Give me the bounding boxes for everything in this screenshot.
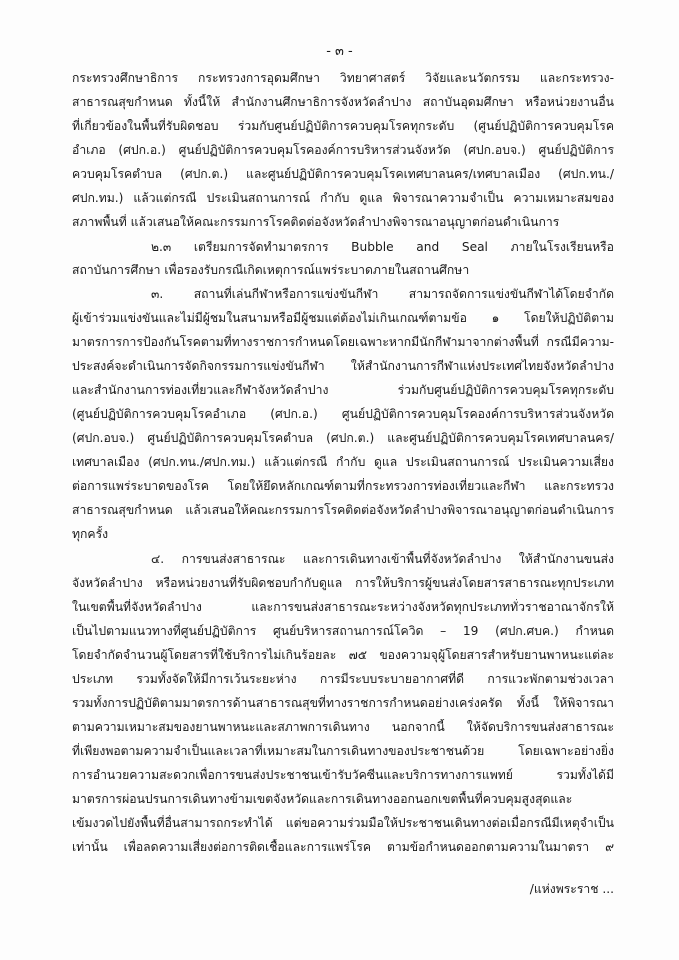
text-line: กระทรวงศึกษาธิการ กระทรวงการอุดมศึกษา วิทยาศาสตร์ วิจัยและนวัตกรรม และกระทรวง- [72,71,614,85]
text-line: ๒.๓ เตรียมการจัดทำมาตรการ Bubble and Seal ภายในโรงเรียนหรือ [151,240,614,254]
text-line: ควบคุมโรคตำบล (ศปก.ต.) และศูนย์ปฏิบัติการควบคุมโรคเทศบาลนคร/เทศบาลเมือง (ศปก.ทน./ [72,167,614,181]
text-line: ผู้เข้าร่วมแข่งขันและไม่มีผู้ชมในสนามหรือมีผู้ชมแต่ต้องไม่เกินเกณฑ์ตามข้อ ๑ โดยให้ปฏิบัติตาม [72,311,614,325]
text-line: ประสงค์จะดำเนินการจัดกิจกรรมการแข่งขันกีฬา ให้สำนักงานการกีฬาแห่งประเทศไทยจังหวัดลำปาง [72,359,614,373]
text-line: ทุกครั้ง [72,527,109,541]
text-line: สถาบันการศึกษา เพื่อรองรับกรณีเกิดเหตุการณ์แพร่ระบาดภายในสถานศึกษา [72,263,470,277]
text-line: เท่านั้น เพื่อลดความเสี่ยงต่อการติดเชื้อและการแพร่โรค ตามข้อกำหนดออกตามความในมาตรา ๙ [72,840,614,854]
text-line: การอำนวยความสะดวกเพื่อการขนส่งประชาชนเข้ารับวัคซีนและบริการทางการแพทย์ รวมทั้งได้มี [72,768,614,782]
text-line: (ศูนย์ปฏิบัติการควบคุมโรคอำเภอ (ศปก.อ.) ศูนย์ปฏิบัติการควบคุมโรคองค์การบริหารส่วนจังหวัด [72,407,614,421]
text-line: จังหวัดลำปาง หรือหน่วยงานที่รับผิดชอบกำกับดูแล การให้บริการผู้ขนส่งโดยสารสาธารณะทุกประเภท [72,576,614,590]
text-line: โดยจำกัดจำนวนผู้โดยสารที่ใช้บริการไม่เกินร้อยละ ๗๕ ของความจุผู้โดยสารสำหรับยานพาหนะแต่ละ [72,648,614,662]
text-line: ตามความเหมาะสมของยานพาหนะและสภาพการเดินทาง นอกจากนี้ ให้จัดบริการขนส่งสาธารณะ [72,720,614,734]
text-line: มาตรการผ่อนปรนการเดินทางข้ามเขตจังหวัดและการเดินทางออกนอกเขตพื้นที่ควบคุมสูงสุดและ [72,792,573,806]
text-line: ในเขตพื้นที่จังหวัดลำปาง และการขนส่งสาธารณะระหว่างจังหวัดทุกประเภททั่วราชอาณาจักรให้ [72,600,614,614]
page-number: - ๓ - [326,44,353,59]
text-line: (ศปก.อบจ.) ศูนย์ปฏิบัติการควบคุมโรคตำบล (ศปก.ต.) และศูนย์ปฏิบัติการควบคุมโรคเทศบาลนคร/ [72,431,614,445]
text-line: ๔. การขนส่งสาธารณะ และการเดินทางเข้าพื้นที่จังหวัดลำปาง ให้สำนักงานขนส่ง [151,552,614,566]
text-line: สภาพพื้นที่ แล้วเสนอให้คณะกรรมการโรคติดต่อจังหวัดลำปางพิจารณาอนุญาตก่อนดำเนินการ [72,215,560,229]
text-line: เข้มงวดไปยังพื้นที่อื่นสามารถกระทำได้ แต่ขอความร่วมมือให้ประชาชนเดินทางต่อเมื่อกรณีมีเหตุจำเป็น [72,816,614,830]
text-line: รวมทั้งการปฏิบัติตามมาตรการด้านสาธารณสุขที่ทางราชการกำหนดอย่างเคร่งครัด ทั้งนี้ ให้พิจารณา [72,696,614,710]
text-line: สาธารณสุขกำหนด ทั้งนี้ให้ สำนักงานศึกษาธิการจังหวัดลำปาง สถาบันอุดมศึกษา หรือหน่วยงานอื่น [72,95,614,109]
text-line: และสำนักงานการท่องเที่ยวและกีฬาจังหวัดลำปาง ร่วมกับศูนย์ปฏิบัติการควบคุมโรคทุกระดับ [72,383,614,397]
text-line: ที่เกี่ยวข้องในพื้นที่รับผิดชอบ ร่วมกับศูนย์ปฏิบัติการควบคุมโรคทุกระดับ (ศูนย์ปฏิบัติการควบคุมโรค [72,119,614,133]
text-line: อำเภอ (ศปก.อ.) ศูนย์ปฏิบัติการควบคุมโรคองค์การบริหารส่วนจังหวัด (ศปก.อบจ.) ศูนย์ปฏิบัติการ [72,143,614,157]
text-line: ที่เพียงพอตามความจำเป็นและเวลาที่เหมาะสมในการเดินทางของประชาชนด้วย โดยเฉพาะอย่างยิ่ง [72,744,614,758]
text-line: สาธารณสุขกำหนด แล้วเสนอให้คณะกรรมการโรคติดต่อจังหวัดลำปางพิจารณาอนุญาตก่อนดำเนินการ [72,503,614,517]
text-line: ศปก.ทม.) แล้วแต่กรณี ประเมินสถานการณ์ กำกับ ดูแล พิจารณาความจำเป็น ความเหมาะสมของ [72,191,614,205]
continuation-footer: /แห่งพระราช ... [529,882,614,896]
text-line: มาตรการการป้องกันโรคตามที่ทางราชการกำหนดโดยเฉพาะหากมีนักกีฬามาจากต่างพื้นที่ กรณีมีความ- [72,335,614,349]
text-line: เป็นไปตามแนวทางที่ศูนย์ปฏิบัติการ ศูนย์บริหารสถานการณ์โควิด – 19 (ศปก.ศบค.) กำหนด [72,624,614,638]
text-line: ประเภท รวมทั้งจัดให้มีการเว้นระยะห่าง การมีระบบระบายอากาศที่ดี การแวะพักตามช่วงเวลา [72,672,614,686]
text-line: ต่อการแพร่ระบาดของโรค โดยให้ยึดหลักเกณฑ์ตามที่กระทรวงการท่องเที่ยวและกีฬา และกระทรวง [72,479,614,493]
text-line: ๓. สถานที่เล่นกีฬาหรือการแข่งขันกีฬา สามารถจัดการแข่งขันกีฬาได้โดยจำกัด [151,287,614,301]
text-line: เทศบาลเมือง (ศปก.ทน./ศปก.ทม.) แล้วแต่กรณี กำกับ ดูแล ประเมินสถานการณ์ ประเมินความเสี่ยง [72,455,614,469]
